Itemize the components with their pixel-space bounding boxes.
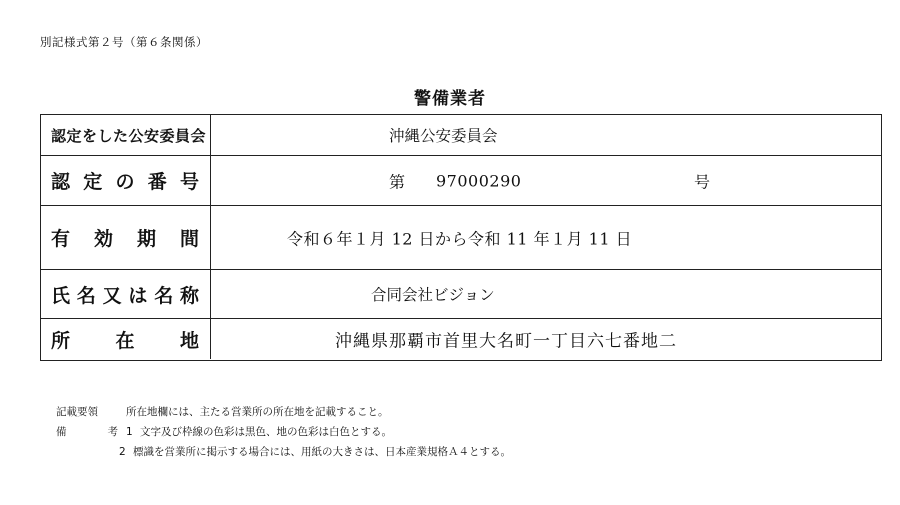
remarks-line-2 [56,442,511,462]
number-label [51,167,199,194]
period-label-char: 間 [179,228,199,250]
notes-section [56,402,511,462]
remark-number: 2 [119,446,126,458]
name-label-char: は [128,284,148,307]
remarks-heading [56,422,118,442]
name-row [41,270,881,319]
name-label-char: 称 [179,284,199,307]
remark-indent [56,442,119,462]
period-label-char: 効 [93,228,113,250]
company-address: 沖縄県那覇市首里大名町一丁目六七番地二 [335,331,677,352]
number-label-char: 号 [179,171,199,193]
address-label-char: 所 [51,329,71,352]
company-name: 合同会社ビジョン [371,286,495,304]
remarks-heading-char: 考 [107,426,118,438]
period-label-cell [41,206,211,269]
remark-text: 文字及び枠線の色彩は黒色、地の色彩は白色とする。 [140,426,392,438]
validity-period: 令和６年１月 12 日から令和 11 年１月 11 日 [287,229,633,248]
number-label-char: 番 [147,171,167,193]
number-label-char: 定 [83,171,103,193]
entry-instructions-line [56,402,511,422]
period-row [41,206,881,270]
remarks-heading-char: 備 [56,426,67,438]
period-label-char: 有 [51,228,71,250]
number-value-cell [211,156,881,205]
remarks-line-1 [56,422,511,442]
address-label [51,326,199,353]
name-label-char: 名 [154,284,174,307]
name-label-char: 名 [76,284,96,307]
commission-value-cell [211,115,881,155]
period-label [51,224,199,251]
number-prefix: 第 [389,172,406,191]
commission-label-cell [41,115,211,155]
period-value-cell [211,206,881,269]
name-label [51,281,199,308]
remark-number: 1 [126,426,133,438]
address-row [41,319,881,359]
commission-value: 沖縄公安委員会 [389,127,498,145]
name-value-cell [211,270,881,318]
number-label-cell [41,156,211,205]
certification-number: 97000290 [436,171,522,190]
name-label-cell [41,270,211,318]
number-row [41,156,881,206]
name-label-char: 又 [102,284,122,307]
name-label-char: 氏 [51,284,71,307]
commission-label: 認定をした公安委員会 [51,126,207,145]
address-label-char: 地 [179,329,199,352]
form-number-label: 別記様式第２号（第６条関係） [40,35,208,49]
entry-instructions-heading: 記載要領 [56,406,98,418]
period-label-char: 期 [136,228,156,250]
commission-row [41,115,881,156]
address-label-char: 在 [115,329,135,352]
entry-instructions-text: 所在地欄には、主たる営業所の所在地を記載すること。 [126,406,389,418]
address-label-cell [41,319,211,359]
number-suffix: 号 [694,172,711,191]
address-value-cell [211,319,881,359]
number-label-char: の [115,171,135,193]
remark-text: 標識を営業所に掲示する場合には、用紙の大きさは、日本産業規格Ａ４とする。 [133,446,511,458]
certification-table [40,114,882,361]
number-label-char: 認 [51,171,71,193]
document-title: 警備業者 [414,89,486,109]
